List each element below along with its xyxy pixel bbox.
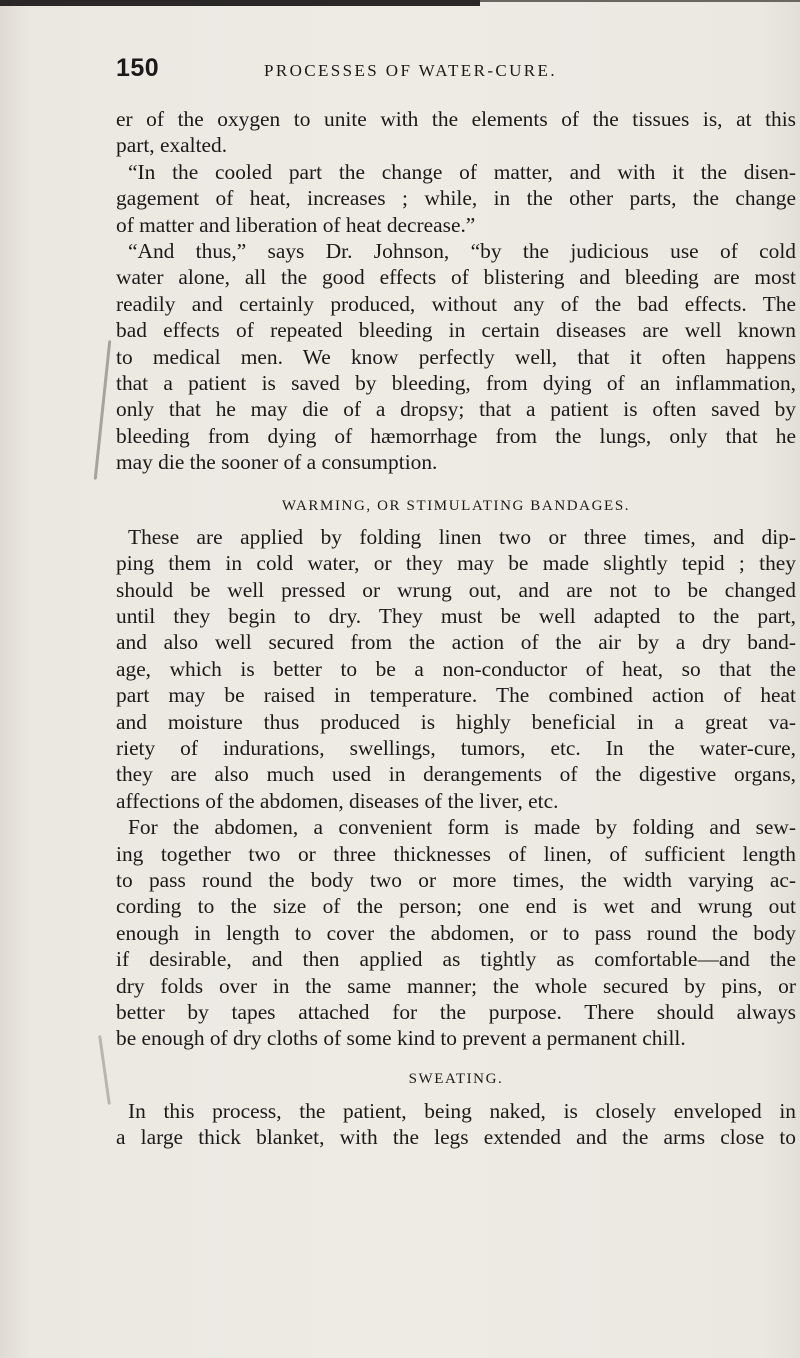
text-line: may die the sooner of a consumption. [116, 450, 438, 475]
text-line: to pass round the body two or more times, the width varying ac- [116, 867, 796, 892]
text-line: These are applied by folding linen two or three times, and dip- [128, 524, 796, 549]
paragraph [116, 159, 796, 238]
page-number: 150 [116, 54, 160, 82]
body-text [116, 106, 796, 1151]
section-heading-sweating: SWEATING. [408, 1070, 504, 1087]
paragraph [116, 1098, 796, 1151]
paragraph [116, 238, 796, 476]
text-line: affections of the abdomen, diseases of the liver, etc. [116, 788, 559, 813]
margin-pencil-mark [94, 340, 112, 480]
margin-pencil-mark [98, 1035, 111, 1105]
text-line: to medical men. We know perfectly well, that it often happens [116, 344, 796, 369]
text-line: In this process, the patient, being naked, is closely enveloped in [128, 1099, 796, 1124]
running-head-title: PROCESSES OF WATER-CURE. [264, 61, 557, 80]
text-line: part, exalted. [116, 133, 228, 158]
text-line: and moisture thus produced is highly beneficial in a great va- [116, 709, 796, 734]
paragraph [116, 106, 796, 159]
text-line: that a patient is saved by bleeding, from dying of an inflammation, [116, 370, 796, 395]
top-edge-rule [0, 0, 480, 6]
text-line: ping them in cold water, or they may be made slightly tepid ; they [116, 551, 796, 576]
text-line: gagement of heat, increases ; while, in the other parts, the change [116, 186, 796, 211]
text-line: if desirable, and then applied as tightly as comfortable—and the [116, 947, 796, 972]
text-line: bad effects of repeated bleeding in certain diseases are well known [116, 318, 796, 343]
text-line: er of the oxygen to unite with the elements of the tissues is, at this [116, 107, 796, 131]
text-line: “And thus,” says Dr. Johnson, “by the judicious use of cold [128, 238, 796, 263]
paragraph [116, 524, 796, 814]
text-line: riety of indurations, swellings, tumors, etc. In the water-cure, [116, 735, 796, 760]
top-edge-rule-thin [480, 0, 800, 2]
text-line: enough in length to cover the abdomen, or to pass round the body [116, 920, 796, 945]
running-head [116, 54, 796, 84]
text-line: part may be raised in temperature. The combined action of heat [116, 683, 796, 708]
paragraph [116, 814, 796, 1052]
text-line: better by tapes attached for the purpose. There should always [116, 999, 796, 1024]
text-line: and also well secured from the action of the air by a dry band- [116, 630, 796, 655]
text-line: age, which is better to be a non-conductor of heat, so that the [116, 656, 796, 681]
text-line: only that he may die of a dropsy; that a patient is often saved by [116, 397, 796, 422]
text-line: For the abdomen, a convenient form is made by folding and sew- [128, 815, 796, 840]
text-line: a large thick blanket, with the legs extended and the arms close to [116, 1125, 796, 1150]
text-line: “In the cooled part the change of matter, and with it the disen- [128, 159, 796, 184]
text-line: they are also much used in derangements of the digestive organs, [116, 762, 796, 787]
text-line: should be well pressed or wrung out, and are not to be changed [116, 577, 796, 602]
section-heading-warming: WARMING, OR STIMULATING BANDAGES. [281, 498, 631, 515]
text-line: water alone, all the good effects of blistering and bleeding are most [116, 265, 796, 290]
text-line: of matter and liberation of heat decrease.” [116, 212, 476, 237]
text-line: cording to the size of the person; one end is wet and wrung out [116, 894, 796, 919]
text-line: ing together two or three thicknesses of linen, of sufficient length [116, 841, 796, 866]
text-line: readily and certainly produced, without any of the bad effects. The [116, 291, 796, 316]
text-line: until they begin to dry. They must be well adapted to the part, [116, 604, 796, 629]
text-line: dry folds over in the same manner; the whole secured by pins, or [116, 973, 796, 998]
text-line: be enough of dry cloths of some kind to prevent a permanent chill. [116, 1026, 686, 1051]
text-line: bleeding from dying of hæmorrhage from the lungs, only that he [116, 423, 796, 448]
